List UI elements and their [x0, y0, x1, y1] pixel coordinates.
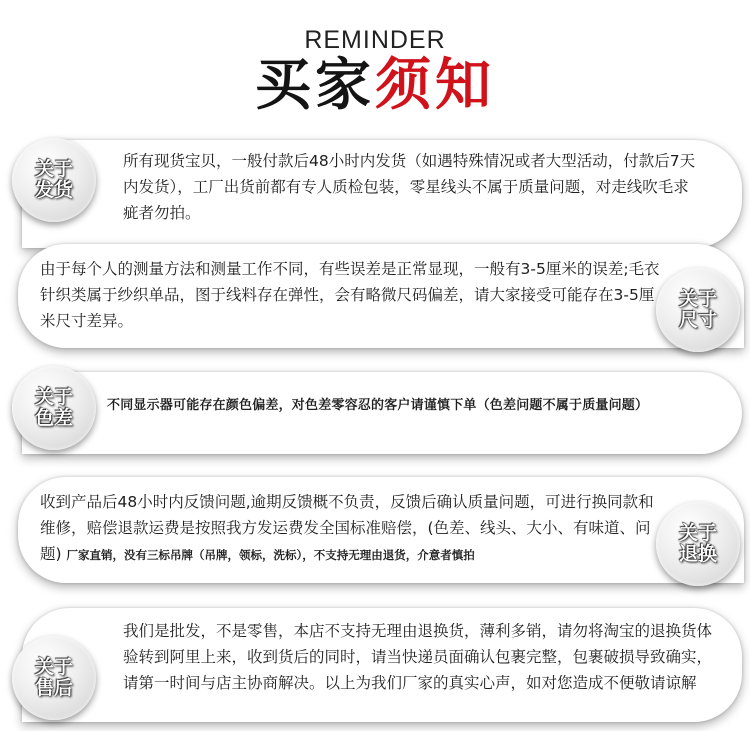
notice-text-return [40, 489, 662, 568]
badge-shipping-line1: 关于 [34, 158, 73, 180]
badge-size-line2: 尺寸 [678, 309, 717, 331]
badge-color [12, 366, 96, 450]
badge-aftersales-line2: 售后 [34, 677, 73, 699]
badge-size [656, 268, 740, 352]
notice-text-aftersales: 我们是批发，不是零售，本店不支持无理由退换货，薄利多销，请勿将淘宝的退换货体验转到阿里上来，收到货后的同时，请当快递员面确认包裹完整，包裹破损导致确实，请第一时间与店主协商解决。以上为我们厂家的真实心声，如对您造成不便敬请谅解 [123, 622, 713, 692]
badge-shipping-line2: 发货 [34, 179, 73, 201]
title-red-part: 须知 [375, 53, 495, 118]
badge-return-line1: 关于 [678, 522, 717, 544]
badge-return-line2: 退换 [678, 543, 717, 565]
badge-color-line1: 关于 [34, 386, 73, 408]
badge-color-line2: 色差 [34, 407, 73, 429]
badge-aftersales [12, 636, 96, 720]
badge-return [656, 502, 740, 586]
title-black-part: 买家 [255, 53, 375, 118]
notice-text-size: 由于每个人的测量方法和测量工作不同，有些误差是正常显现，一般有3-5厘米的误差;毛衣针织类属于纱织单品，图于线料存在弹性，会有略微尺码偏差，请大家接受可能存在3-5厘米尺寸差异。 [40, 260, 660, 330]
notice-text-shipping: 所有现货宝贝，一般付款后48小时内发货（如遇特殊情况或者大型活动，付款后7天内发货），工厂出货前都有专人质检包装，零星线头不属于质量问题，对走线吹毛求疵者勿拍。 [123, 152, 696, 222]
reminder-eyebrow: REMINDER [304, 26, 446, 54]
notice-text-return-main: 收到产品后48小时内反馈问题,逾期反馈概不负责，反馈后确认质量问题，可进行换同款和维修，赔偿退款运费是按照我方发运费发全国标准赔偿，(色差、线头、大小、有味道、问题) [40, 493, 654, 563]
page-title [0, 52, 750, 120]
bottom-edge-strip [0, 722, 750, 731]
badge-size-line1: 关于 [678, 288, 717, 310]
notice-text-color: 不同显示器可能存在颜色偏差，对色差零容忍的客户请谨慎下单（色差问题不属于质量问题） [107, 398, 649, 413]
badge-aftersales-line1: 关于 [34, 656, 73, 678]
badge-shipping [12, 138, 96, 222]
notice-text-return-small: 厂家直销，没有三标吊牌（吊牌，领标，洗标），不支持无理由退货，介意者慎拍 [66, 548, 475, 562]
